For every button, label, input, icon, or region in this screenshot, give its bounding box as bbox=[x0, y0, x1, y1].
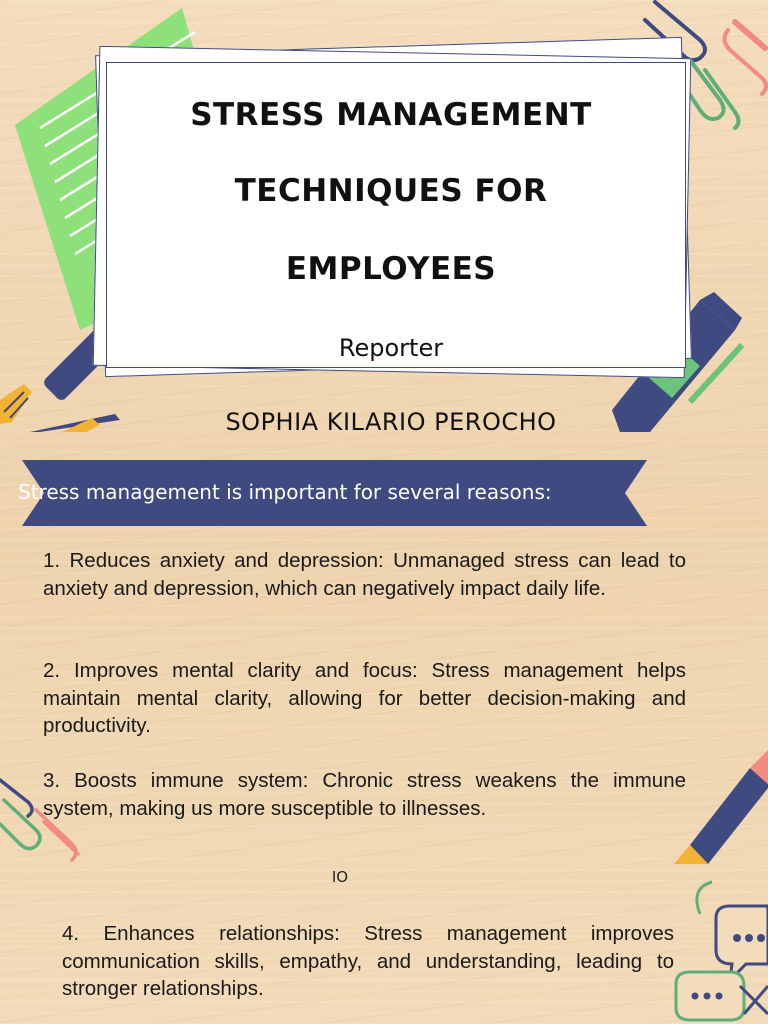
list-item: 2. Improves mental clarity and focus: Stress management helps maintain mental clarity, allowing for better decision-making and productivity. bbox=[43, 659, 686, 737]
title-slide bbox=[0, 0, 768, 432]
title-line-1: STRESS MANAGEMENT bbox=[190, 97, 592, 133]
author-name: SOPHIA KILARIO PEROCHO bbox=[225, 408, 557, 432]
title-line-3: EMPLOYEES bbox=[285, 251, 497, 287]
page-marker: IO bbox=[331, 868, 349, 886]
continuation-slide bbox=[0, 868, 768, 1024]
list-item: 1. Reduces anxiety and depression: Unmanaged stress can lead to anxiety and depression, which can negatively impact daily life. bbox=[43, 549, 686, 600]
list-item: 4. Enhances relationships: Stress management improves communication skills, empathy, and understanding, leading to stronger relationships. bbox=[62, 922, 674, 1000]
title-line-2: TECHNIQUES FOR bbox=[234, 173, 548, 209]
pencil-icon bbox=[674, 750, 768, 864]
list-item: 3. Boosts immune system: Chronic stress weakens the immune system, making us more susceptible to illnesses. bbox=[43, 769, 686, 820]
subtitle-reporter: Reporter bbox=[338, 334, 444, 362]
content-slide bbox=[0, 450, 768, 864]
banner-heading: Stress management is important for several reasons: bbox=[18, 480, 552, 504]
chat-bubble-icon bbox=[676, 882, 768, 1020]
